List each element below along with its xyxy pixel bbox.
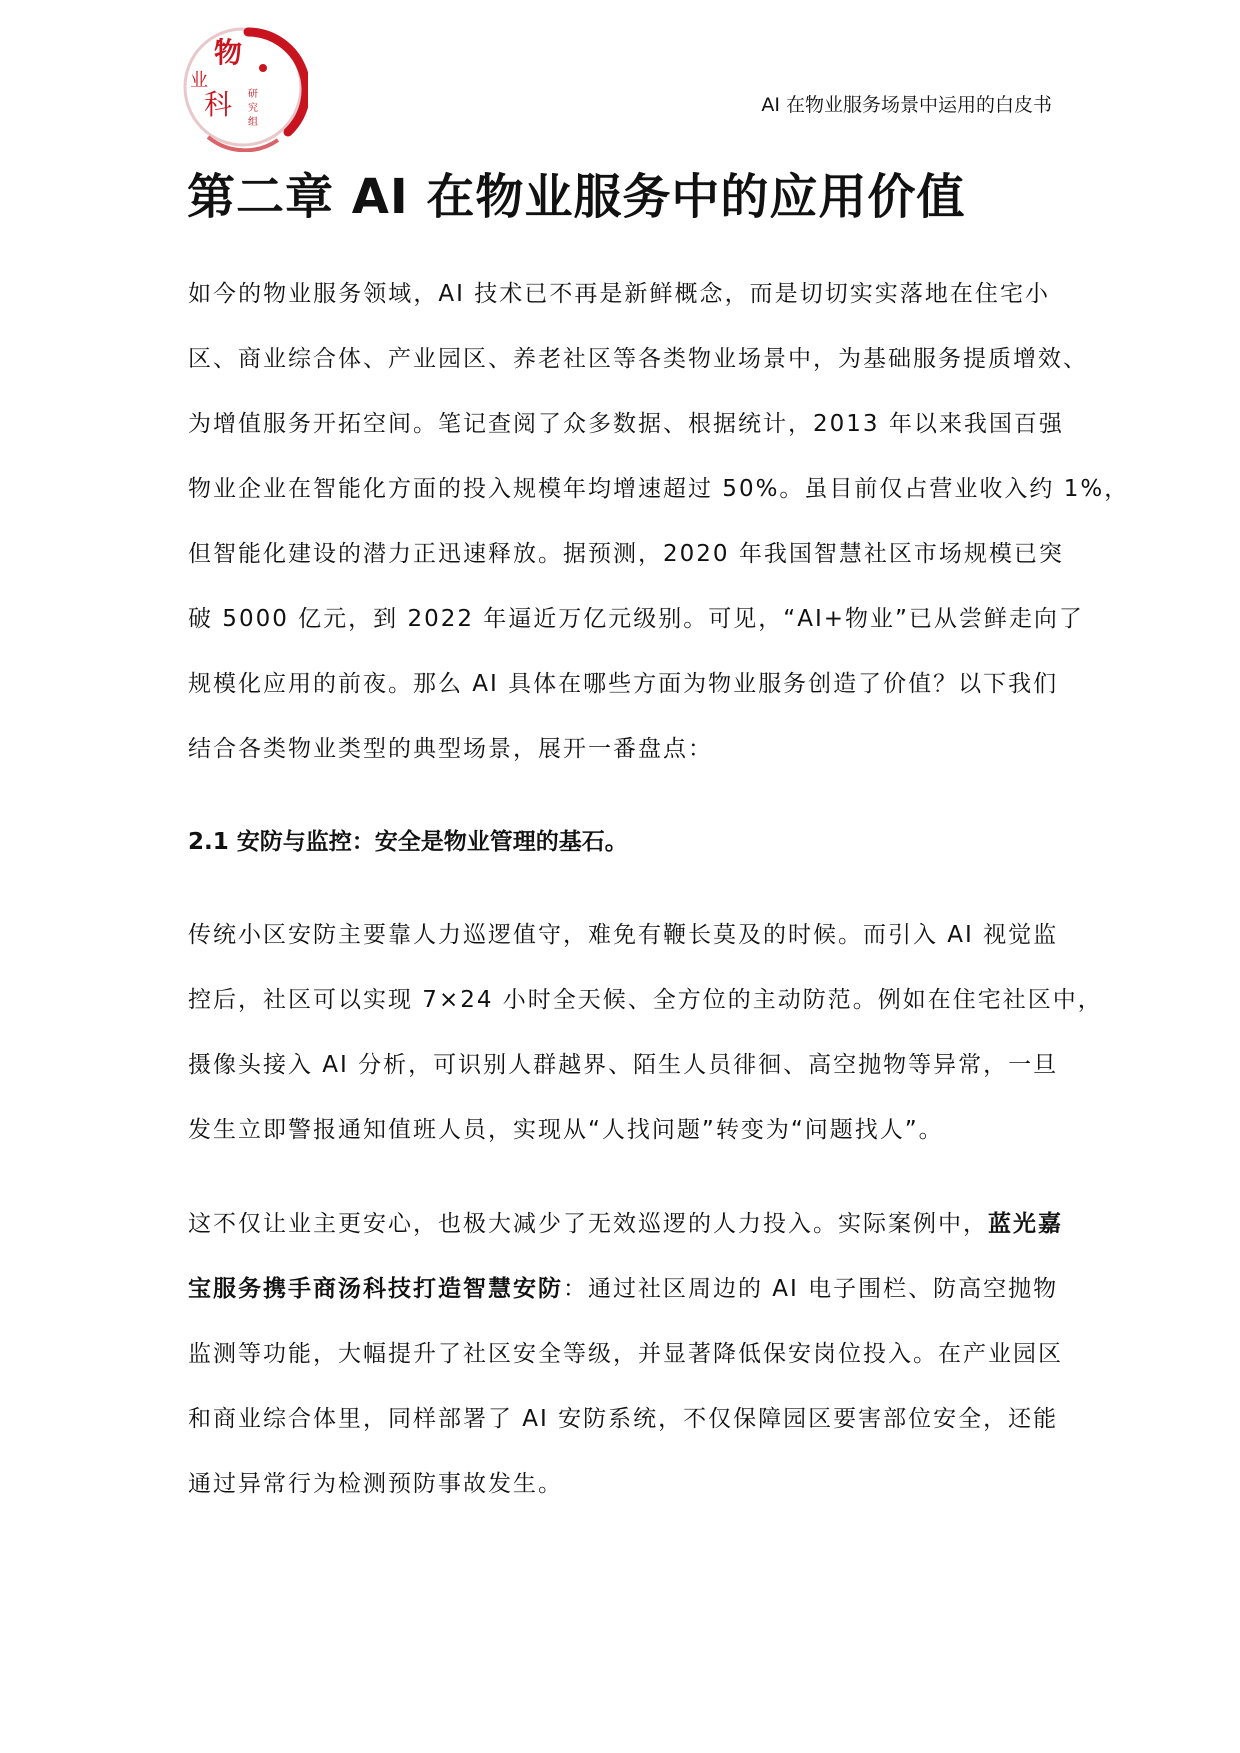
text-line: 但智能化建设的潜力正迅速释放。据预测，2020 年我国智慧社区市场规模已突: [188, 541, 1064, 567]
text-line: 发生立即警报通知值班人员，实现从“人找问题”转变为“问题找人”。: [188, 1117, 944, 1143]
text-line: 控后，社区可以实现 7×24 小时全天候、全方位的主动防范。例如在住宅社区中，: [188, 987, 1103, 1013]
text-line: [188, 1257, 1059, 1322]
svg-text:研: 研: [248, 89, 258, 100]
text-line: 物业企业在智能化方面的投入规模年均增速超过 50%。虽目前仅占营业收入约 1%，: [188, 476, 1130, 502]
text-line: 结合各类物业类型的典型场景，展开一番盘点：: [188, 736, 713, 762]
text-line: 摄像头接入 AI 分析，可识别人群越界、陌生人员徘徊、高空抛物等异常，一旦: [188, 1052, 1059, 1078]
case-highlight: 宝服务携手商汤科技打造智慧安防: [188, 1276, 563, 1302]
security-paragraph-2: [188, 1192, 1063, 1517]
text-line: 破 5000 亿元，到 2022 年逼近万亿元级别。可见，“AI+物业”已从尝鲜走向了: [188, 606, 1084, 632]
text-span: ：通过社区周边的 AI 电子围栏、防高空抛物: [563, 1276, 1059, 1302]
text-span: 这不仅让业主更安心，也极大减少了无效巡逻的人力投入。实际案例中，: [188, 1211, 988, 1237]
running-header: AI 在物业服务场景中运用的白皮书: [761, 94, 1052, 116]
svg-text:究: 究: [248, 103, 258, 114]
intro-paragraph: [188, 262, 1130, 782]
text-line: 监测等功能，大幅提升了社区安全等级，并显著降低保安岗位投入。在产业园区: [188, 1341, 1063, 1367]
security-paragraph-1: [188, 903, 1103, 1163]
svg-text:物: 物: [214, 36, 243, 69]
text-line: 传统小区安防主要靠人力巡逻值守，难免有鞭长莫及的时候。而引入 AI 视觉监: [188, 922, 1059, 948]
text-line: 为增值服务开拓空间。笔记查阅了众多数据、根据统计，2013 年以来我国百强: [188, 411, 1064, 437]
text-line: 和商业综合体里，同样部署了 AI 安防系统，不仅保障园区要害部位安全，还能: [188, 1406, 1059, 1432]
case-highlight: 蓝光嘉: [988, 1211, 1063, 1237]
chapter-title: 第二章 AI 在物业服务中的应用价值: [187, 169, 966, 225]
text-line: 规模化应用的前夜。那么 AI 具体在哪些方面为物业服务创造了价值？以下我们: [188, 671, 1059, 697]
text-line: 区、商业综合体、产业园区、养老社区等各类物业场景中，为基础服务提质增效、: [188, 346, 1088, 372]
research-group-logo: [178, 22, 308, 152]
text-line: 如今的物业服务领域，AI 技术已不再是新鲜概念，而是切切实实落地在住宅小: [188, 281, 1050, 307]
text-line: [188, 1192, 1063, 1257]
section-heading-2-1: 2.1 安防与监控：安全是物业管理的基石。: [188, 829, 628, 855]
text-line: 通过异常行为检测预防事故发生。: [188, 1471, 563, 1497]
svg-text:科: 科: [204, 88, 233, 121]
svg-text:组: 组: [248, 117, 258, 128]
svg-text:业: 业: [190, 70, 208, 91]
